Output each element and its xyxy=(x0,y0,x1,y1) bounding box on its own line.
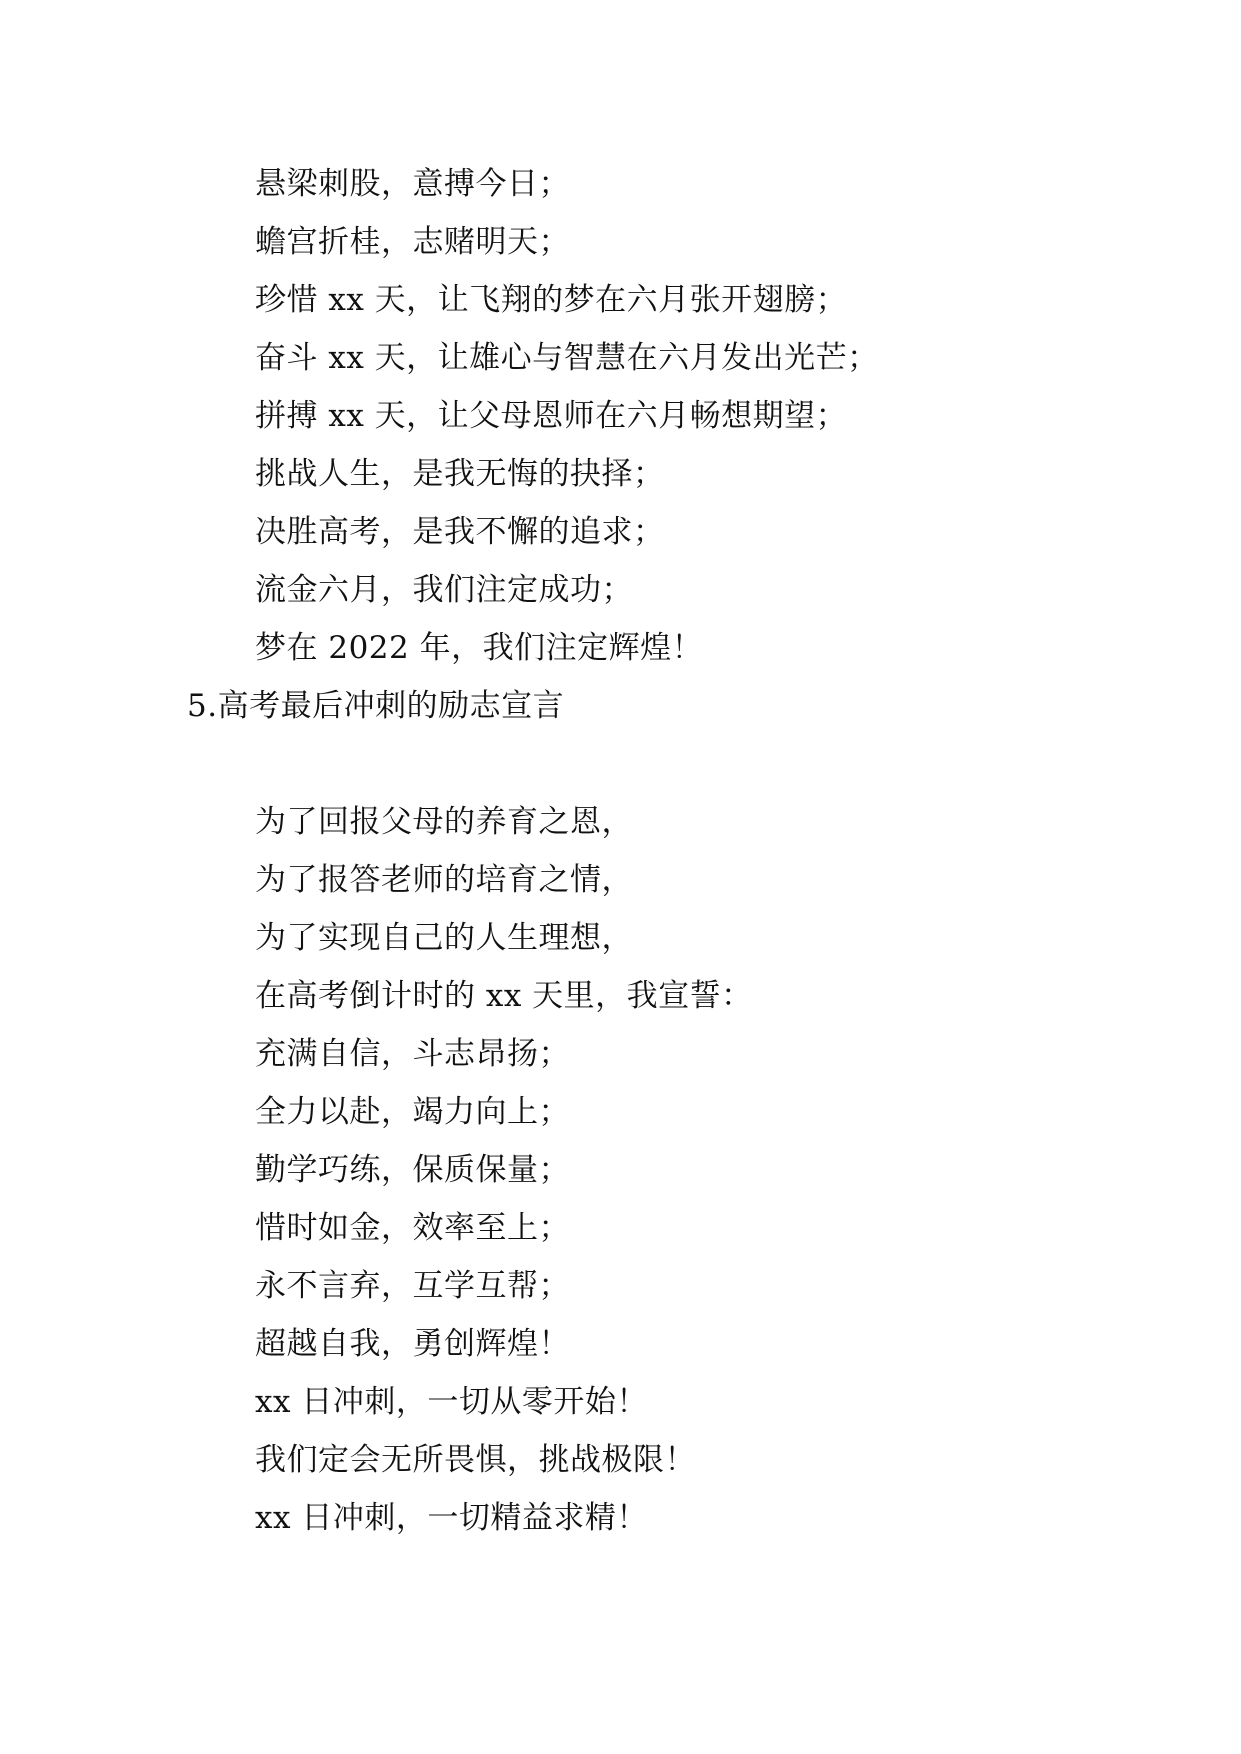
oath-line: 流金六月，我们注定成功； xyxy=(255,572,633,608)
section-heading: 5.高考最后冲刺的励志宣言 xyxy=(187,688,565,724)
declaration-line: 惜时如金，效率至上； xyxy=(255,1210,570,1246)
oath-line: 梦在 2022 年，我们注定辉煌！ xyxy=(255,630,704,666)
declaration-line: 为了实现自己的人生理想， xyxy=(255,920,633,956)
oath-line: 奋斗 xx 天，让雄心与智慧在六月发出光芒； xyxy=(255,340,879,376)
declaration-line: 在高考倒计时的 xx 天里，我宣誓： xyxy=(255,978,753,1014)
oath-line: 挑战人生，是我无悔的抉择； xyxy=(255,456,665,492)
declaration-line: 超越自我，勇创辉煌！ xyxy=(255,1326,570,1362)
declaration-line: 我们定会无所畏惧，挑战极限！ xyxy=(255,1442,696,1478)
declaration-line: xx 日冲刺，一切精益求精！ xyxy=(255,1500,648,1536)
oath-line: 蟾宫折桂，志赌明天； xyxy=(255,224,570,260)
declaration-line: 为了回报父母的养育之恩， xyxy=(255,804,633,840)
declaration-line: xx 日冲刺，一切从零开始！ xyxy=(255,1384,648,1420)
declaration-line: 充满自信，斗志昂扬； xyxy=(255,1036,570,1072)
oath-line: 拼搏 xx 天，让父母恩师在六月畅想期望； xyxy=(255,398,848,434)
oath-line: 珍惜 xx 天，让飞翔的梦在六月张开翅膀； xyxy=(255,282,848,318)
oath-line: 决胜高考，是我不懈的追求； xyxy=(255,514,665,550)
declaration-line: 为了报答老师的培育之情， xyxy=(255,862,633,898)
declaration-line: 全力以赴，竭力向上； xyxy=(255,1094,570,1130)
declaration-line: 勤学巧练，保质保量； xyxy=(255,1152,570,1188)
declaration-line: 永不言弃，互学互帮； xyxy=(255,1268,570,1304)
oath-line: 悬梁刺股，意搏今日； xyxy=(255,166,570,202)
